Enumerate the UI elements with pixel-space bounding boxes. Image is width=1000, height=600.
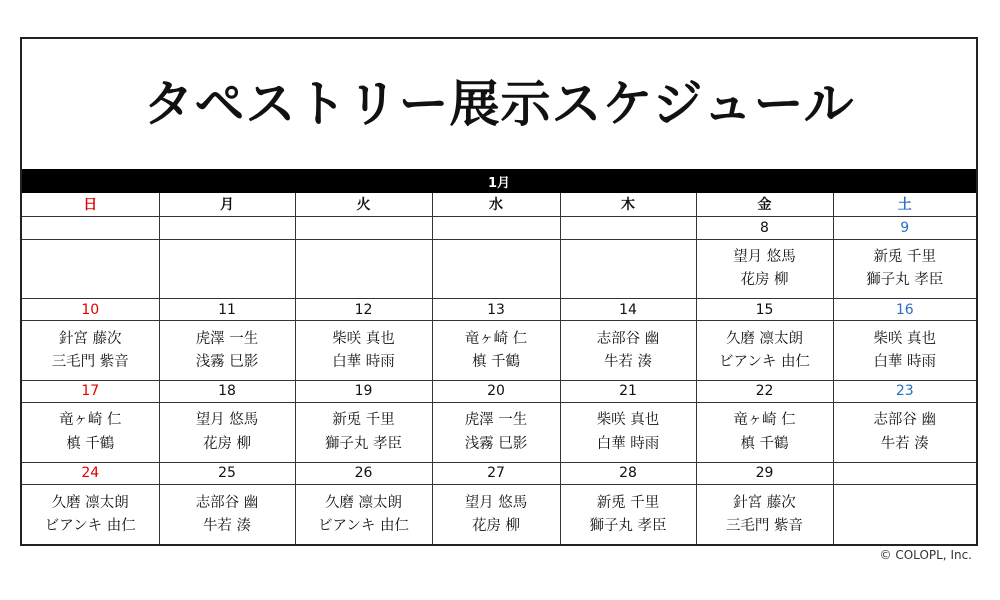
names-stack [22, 413, 159, 451]
weekday-thursday: 木 [560, 193, 696, 217]
character-name: 志部谷 幽 [596, 330, 660, 347]
character-name: 志部谷 幽 [873, 412, 937, 429]
names-row [22, 239, 976, 298]
names-stack [160, 413, 295, 451]
date-cell [833, 462, 976, 485]
character-name [160, 250, 295, 265]
names-stack [433, 250, 560, 288]
character-name: 牛若 湊 [202, 518, 252, 535]
character-name: 牛若 湊 [603, 354, 653, 371]
names-stack [561, 413, 696, 451]
character-name [433, 273, 560, 288]
character-name [22, 273, 159, 288]
character-name: 獅子丸 孝臣 [589, 518, 667, 535]
names-cell [696, 321, 833, 380]
names-stack [834, 250, 977, 288]
names-stack [697, 332, 833, 370]
month-header: 1月 [22, 169, 976, 193]
calendar-grid [22, 193, 976, 544]
date-cell: 19 [295, 380, 432, 403]
title-area [22, 39, 976, 169]
date-cell [432, 217, 560, 240]
character-name: 久磨 凛太朗 [51, 494, 129, 511]
copyright-text: © COLOPL, Inc. [879, 548, 972, 562]
names-stack [160, 496, 295, 534]
date-cell: 26 [295, 462, 432, 485]
character-name: 槙 千鶴 [740, 435, 789, 452]
date-cell: 20 [432, 380, 560, 403]
weekday-wednesday: 水 [432, 193, 560, 217]
character-name [834, 519, 977, 534]
names-cell [22, 485, 159, 544]
character-name [561, 250, 696, 265]
names-row [22, 485, 976, 544]
character-name: 虎澤 一生 [195, 330, 259, 347]
character-name [296, 273, 432, 288]
names-row [22, 403, 976, 462]
character-name: 志部谷 幽 [195, 494, 259, 511]
date-cell: 23 [833, 380, 976, 403]
character-name: 望月 悠馬 [464, 494, 528, 511]
names-cell [833, 239, 976, 298]
character-name: 竜ヶ崎 仁 [733, 412, 796, 429]
character-name: 三毛門 紫音 [51, 354, 129, 371]
date-cell: 10 [22, 298, 159, 321]
names-cell [432, 403, 560, 462]
names-cell [560, 403, 696, 462]
date-cell: 12 [295, 298, 432, 321]
names-stack [160, 332, 295, 370]
character-name: 花房 柳 [740, 272, 789, 289]
date-cell [159, 217, 295, 240]
names-cell [159, 239, 295, 298]
names-cell [159, 485, 295, 544]
character-name: 牛若 湊 [880, 435, 929, 452]
date-cell [560, 217, 696, 240]
names-cell [696, 485, 833, 544]
names-stack [561, 496, 696, 534]
names-cell [696, 403, 833, 462]
names-cell [22, 321, 159, 380]
date-cell: 28 [560, 462, 696, 485]
character-name: 柴咲 真也 [596, 412, 660, 429]
names-cell [560, 321, 696, 380]
names-stack [697, 413, 833, 451]
names-stack [22, 250, 159, 288]
names-cell [432, 485, 560, 544]
names-stack [834, 332, 977, 370]
names-stack [697, 496, 833, 534]
names-stack [296, 496, 432, 534]
date-row [22, 462, 976, 485]
character-name: 獅子丸 孝臣 [324, 435, 403, 452]
character-name: 三毛門 紫音 [725, 518, 804, 535]
names-stack [697, 250, 833, 288]
character-name: 望月 悠馬 [195, 412, 259, 429]
character-name: 久磨 凛太朗 [324, 494, 403, 511]
names-cell [696, 239, 833, 298]
date-cell: 8 [696, 217, 833, 240]
character-name: 浅霧 巳影 [195, 354, 259, 371]
date-cell: 15 [696, 298, 833, 321]
character-name: 針宮 藤次 [733, 494, 796, 511]
names-stack [561, 250, 696, 288]
names-cell [295, 321, 432, 380]
character-name: ビアンキ 由仁 [718, 354, 811, 371]
character-name: 花房 柳 [471, 518, 521, 535]
names-cell [22, 239, 159, 298]
character-name: 花房 柳 [202, 435, 252, 452]
character-name: 白華 時雨 [873, 354, 937, 371]
names-cell [833, 485, 976, 544]
names-cell [159, 321, 295, 380]
date-row [22, 217, 976, 240]
character-name: 新兎 千里 [596, 494, 660, 511]
character-name: 針宮 藤次 [58, 330, 122, 347]
names-cell [295, 239, 432, 298]
date-cell: 25 [159, 462, 295, 485]
date-cell: 14 [560, 298, 696, 321]
character-name: ビアンキ 由仁 [44, 518, 136, 535]
character-name [834, 496, 977, 511]
date-row [22, 380, 976, 403]
character-name: 白華 時雨 [596, 435, 660, 452]
character-name [160, 273, 295, 288]
names-stack [22, 332, 159, 370]
weekday-header-row [22, 193, 976, 217]
page-title: タペストリー展示スケジュール [143, 75, 855, 133]
character-name: ビアンキ 由仁 [317, 518, 410, 535]
schedule-frame [20, 37, 978, 546]
date-cell: 9 [833, 217, 976, 240]
names-stack [22, 496, 159, 534]
names-stack [296, 250, 432, 288]
character-name: 獅子丸 孝臣 [866, 272, 944, 289]
character-name: 白華 時雨 [332, 354, 395, 371]
date-cell: 29 [696, 462, 833, 485]
character-name [296, 250, 432, 265]
date-cell: 13 [432, 298, 560, 321]
date-cell [22, 217, 159, 240]
character-name: 新兎 千里 [332, 412, 395, 429]
names-cell [833, 403, 976, 462]
names-stack [561, 332, 696, 370]
names-cell [432, 321, 560, 380]
character-name [561, 273, 696, 288]
names-stack [433, 496, 560, 534]
names-cell [22, 403, 159, 462]
date-cell: 24 [22, 462, 159, 485]
date-cell: 21 [560, 380, 696, 403]
character-name: 浅霧 巳影 [464, 435, 528, 452]
date-row [22, 298, 976, 321]
character-name: 久磨 凛太朗 [725, 330, 804, 347]
names-stack [433, 332, 560, 370]
names-stack [296, 413, 432, 451]
date-cell: 18 [159, 380, 295, 403]
character-name: 竜ヶ崎 仁 [58, 412, 122, 429]
character-name [433, 250, 560, 265]
names-stack [834, 496, 977, 534]
character-name: 望月 悠馬 [733, 248, 796, 265]
weekday-friday: 金 [696, 193, 833, 217]
names-cell [295, 403, 432, 462]
date-cell: 22 [696, 380, 833, 403]
weekday-sunday: 日 [22, 193, 159, 217]
weekday-tuesday: 火 [295, 193, 432, 217]
names-cell [560, 485, 696, 544]
names-row [22, 321, 976, 380]
date-cell: 16 [833, 298, 976, 321]
character-name: 虎澤 一生 [464, 412, 528, 429]
character-name: 新兎 千里 [873, 248, 937, 265]
weekday-monday: 月 [159, 193, 295, 217]
date-cell [295, 217, 432, 240]
date-cell: 17 [22, 380, 159, 403]
character-name: 柴咲 真也 [873, 330, 937, 347]
character-name [22, 250, 159, 265]
date-cell: 27 [432, 462, 560, 485]
names-stack [433, 413, 560, 451]
names-cell [159, 403, 295, 462]
character-name: 槙 千鶴 [471, 354, 521, 371]
date-cell: 11 [159, 298, 295, 321]
names-cell [560, 239, 696, 298]
names-stack [296, 332, 432, 370]
names-cell [295, 485, 432, 544]
character-name: 竜ヶ崎 仁 [464, 330, 528, 347]
character-name: 槙 千鶴 [66, 435, 115, 452]
names-stack [834, 413, 977, 451]
weekday-saturday: 土 [833, 193, 976, 217]
names-stack [160, 250, 295, 288]
character-name: 柴咲 真也 [332, 330, 395, 347]
names-cell [833, 321, 976, 380]
names-cell [432, 239, 560, 298]
